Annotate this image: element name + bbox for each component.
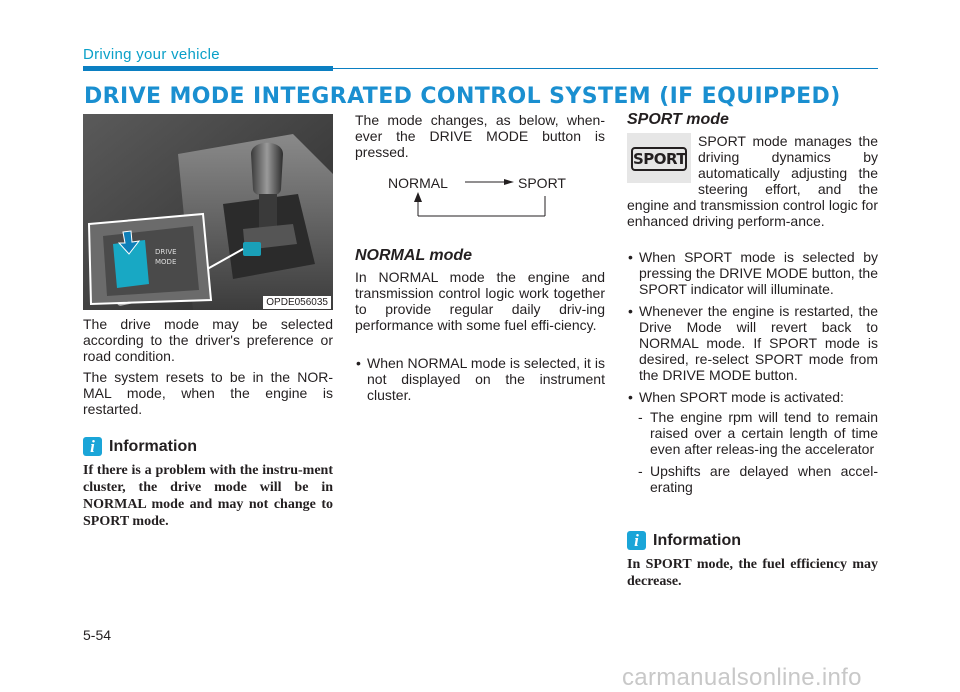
- header-rule-thick: [83, 66, 333, 71]
- page-title: DRIVE MODE INTEGRATED CONTROL SYSTEM (IF EQUIPPED): [84, 84, 841, 109]
- diagram-arrows: [388, 172, 588, 222]
- page-number: 5-54: [83, 627, 112, 643]
- diagram-normal-label: NORMAL: [388, 175, 448, 191]
- info-text-2: In SPORT mode, the fuel efficiency may decrease.: [627, 557, 878, 589]
- sport-bullet-2: • Whenever the engine is restarted, the Drive Mode will revert back to NORMAL mode. If SPORT mode is desired, re-select SPORT mode from the DRIVE MODE button.: [627, 303, 878, 383]
- normal-bullet-1: • When NORMAL mode is selected, it is not displayed on the instrument cluster.: [355, 355, 605, 403]
- info-icon: i: [83, 437, 102, 456]
- col1-paragraph-1: The drive mode may be selected according to the driver's preference or road condition.: [83, 316, 333, 364]
- sport-icon-text: SPORT: [631, 147, 687, 171]
- button-label-bottom: MODE: [155, 258, 177, 266]
- info-text-1: If there is a problem with the instru-ment cluster, the drive mode will be in NORMAL mode and may not change to SPORT mode.: [83, 463, 333, 529]
- info-label-1: Information: [109, 438, 197, 455]
- normal-mode-text: In NORMAL mode the engine and transmission control logic work together to provide regular daily driv-ing performance with some fuel effi-ciency.: [355, 269, 605, 333]
- gear-shift-figure: [83, 114, 333, 310]
- sport-bullet-3: • When SPORT mode is activated:: [627, 389, 878, 405]
- sport-sub-item-2: - Upshifts are delayed when accel-erating: [638, 463, 878, 495]
- sport-sub-item-1: - The engine rpm will tend to remain raised over a certain length of time even after releas-ing the accelerator: [638, 409, 878, 457]
- sport-mode-heading: SPORT mode: [627, 111, 729, 128]
- button-label-top: DRIVE: [155, 248, 177, 256]
- diagram-sport-label: SPORT: [518, 175, 566, 191]
- normal-mode-heading: NORMAL mode: [355, 247, 473, 264]
- header-rule-thin: [333, 68, 878, 69]
- sport-mode-text: [627, 133, 878, 229]
- sport-mode-paragraph: SPORT mode manages the driving dynamics by automatically adjusting the steering effort, and the engine and transmission control logic for enhanced driving perform-ance.: [627, 133, 878, 229]
- col1-paragraph-2: The system resets to be in the NOR-MAL mode, when the engine is restarted.: [83, 369, 333, 417]
- section-title: Driving your vehicle: [83, 46, 220, 63]
- gear-shift-illustration: [83, 114, 333, 310]
- info-icon: i: [627, 531, 646, 550]
- figure-code: OPDE056035: [263, 296, 331, 309]
- col2-intro: The mode changes, as below, when-ever the DRIVE MODE button is pressed.: [355, 112, 605, 160]
- sport-sub-items: [630, 409, 878, 501]
- mode-cycle-diagram: [388, 172, 588, 222]
- sport-bullet-1: • When SPORT mode is selected by pressing the DRIVE MODE button, the SPORT indicator will illuminate.: [627, 249, 878, 297]
- info-label-2: Information: [653, 532, 741, 549]
- normal-bullets: [355, 355, 605, 409]
- watermark: carmanualsonline.info: [622, 664, 862, 691]
- sport-bullets: [627, 249, 878, 411]
